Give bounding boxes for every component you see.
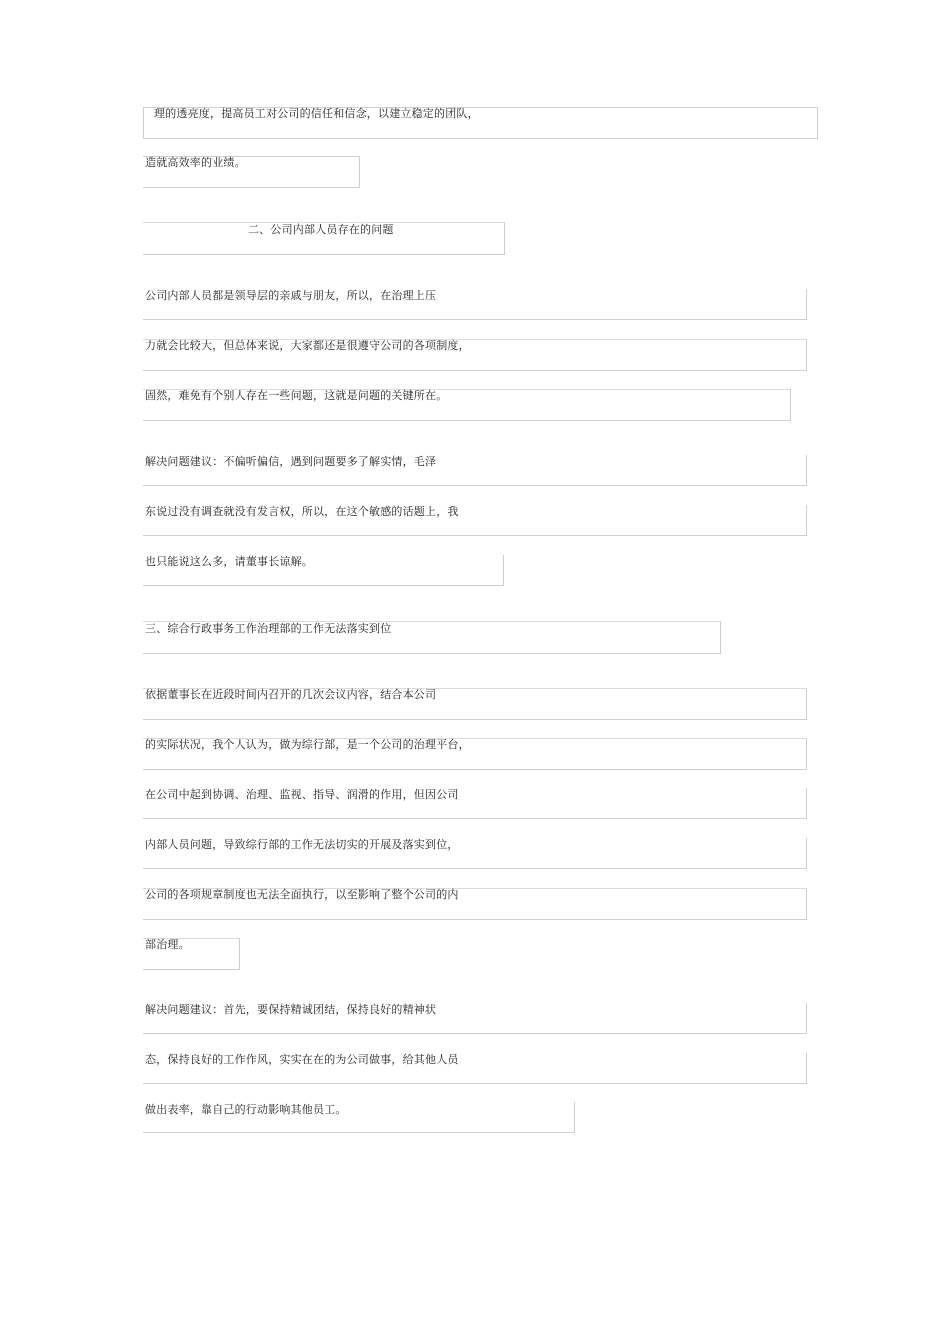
paragraph-line: 公司内部人员都是领导层的亲戚与朋友，所以，在治理上压 bbox=[145, 289, 437, 302]
paragraph-line: 做出表率，靠自己的行动影响其他员工。 bbox=[145, 1103, 347, 1116]
paragraph-line: 力就会比较大，但总体来说，大家都还是很遵守公司的各项制度， bbox=[145, 339, 470, 352]
section-heading: 二、公司内部人员存在的问题 bbox=[248, 223, 394, 236]
paragraph-line: 解决问题建议：首先，要保持精诚团结，保持良好的精神状 bbox=[145, 1003, 437, 1016]
paragraph-line: 内部人员问题，导致综行部的工作无法切实的开展及落实到位， bbox=[145, 838, 459, 851]
paragraph-line: 也只能说这么多，请董事长谅解。 bbox=[145, 555, 313, 568]
paragraph-line: 固然，难免有个别人存在一些问题，这就是问题的关键所在。 bbox=[145, 389, 448, 402]
paragraph-line: 理的透亮度，提高员工对公司的信任和信念，以建立稳定的团队， bbox=[154, 107, 479, 120]
paragraph-line: 东说过没有调查就没有发言权，所以，在这个敏感的话题上，我 bbox=[145, 505, 459, 518]
paragraph-line: 的实际状况，我个人认为，做为综行部，是一个公司的治理平台， bbox=[145, 738, 470, 751]
paragraph-line: 公司的各项规章制度也无法全面执行，以至影响了整个公司的内 bbox=[145, 888, 459, 901]
paragraph-line: 部治理。 bbox=[145, 938, 190, 951]
paragraph-line: 在公司中起到协调、治理、监视、指导、润滑的作用，但因公司 bbox=[145, 788, 459, 801]
paragraph-line: 依据董事长在近段时间内召开的几次会议内容，结合本公司 bbox=[145, 688, 437, 701]
paragraph-line: 造就高效率的业绩。 bbox=[145, 156, 246, 169]
section-heading: 三、综合行政事务工作治理部的工作无法落实到位 bbox=[145, 622, 392, 635]
paragraph-line: 态，保持良好的工作作风，实实在在的为公司做事，给其他人员 bbox=[145, 1053, 459, 1066]
paragraph-line: 解决问题建议：不偏听偏信，遇到问题要多了解实情，毛泽 bbox=[145, 455, 437, 468]
